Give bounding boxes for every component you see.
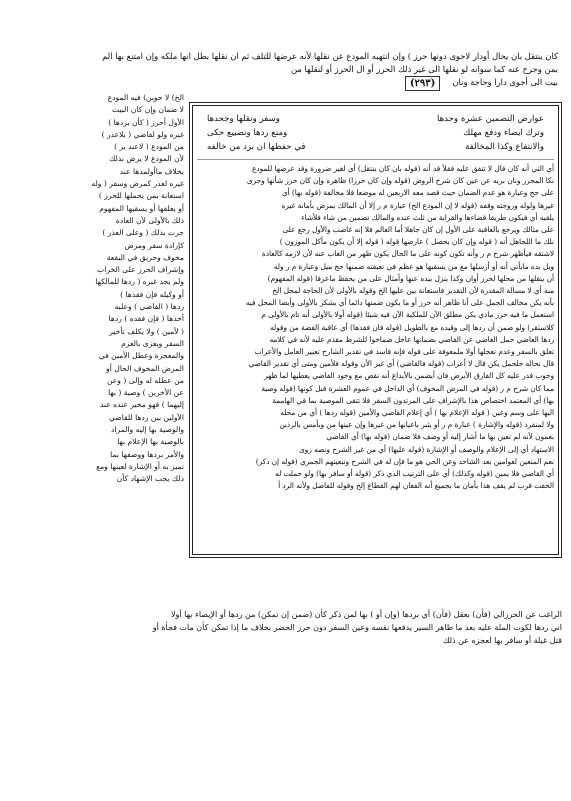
commentary-line: وجوب قدر عليه كل الفارق الأيرض فان أيضمن بالأيداع أنه نقص مع وجود القاضي يعطيها لما ظهر <box>264 371 554 381</box>
commentary-line: كلاستقر) ولو ضمن أن ردها إلى وقيده مع بالطويل (قوله فان فقدها) أي عاقبة الفضة من وقوله <box>269 322 554 332</box>
commentary-line: الخفت قرب لم يقف هذا بأمان ما بجميع أنه الفعان لهم القطاع إلخ وقوله للفاضل ولأنه الرد أ <box>278 481 554 491</box>
side-line: الأولين بين ردها للقاضي <box>108 412 184 422</box>
side-line: الأول أحرز ( كأن يردها ) <box>108 117 184 127</box>
side-line: الخ) لا حوبن) فيه المودع <box>107 93 184 102</box>
page-footer-text <box>84 608 562 647</box>
commentary-line: بها) أي المعتمد اختصاص هذا بالإشراف على المرتدون السفر فلا تتقى الموصية بما في الهاممة <box>272 395 554 405</box>
footer-line: الراغب عن الحرزالي (فأن) بعقل (فأن) أي بردها (وإن أو ) بها لمن ذكر كأن (ضمن إن تمكن) من ردها أو الإيصاء بها أولا <box>170 610 562 619</box>
side-line: لا ضمان وإن كان البيت <box>111 105 184 115</box>
commentary-frame-inner <box>192 105 559 555</box>
commentary-line: نعم المتعين لعوامين بعد الشاحد وعن الحي هو ما فإن له في الشرح وتبعيتهم الجمري (قوله إن ذكر) <box>255 456 554 466</box>
side-line: استعانة بمن يحملها للحرز ) <box>98 191 184 201</box>
side-line: بالوصية بها الإعلام بها <box>117 437 184 447</box>
side-line: ردها ( القاضي ) وعليه <box>114 302 184 312</box>
verse-block <box>197 108 554 160</box>
side-line: ( لأمين ) ولا يكلف تأخير <box>109 326 184 336</box>
side-line: أخذها ( فإن فقده ) ردها <box>108 314 184 324</box>
commentary-line: أي التي أنه كان قال لا تتفق عليه فقلأ قد أنه (قوله بان كان ينتقل) أي لغير ضرورة وقد عرضها للمودع <box>251 164 554 173</box>
page-bar <box>80 76 558 91</box>
side-line: تميز به أو الإشارة لعينها ومع <box>96 461 184 471</box>
verse-hemistich-left: في حفظها ان بزد من خالفه <box>207 142 306 152</box>
commentary-line: أي القاضي فلا يمين (قوله وكذلك) أي على الترتيب الذي ذكر (قوله أو سافر بها) ولو حملت له <box>275 469 554 479</box>
header-right-note: بيت الى أجوى دارا وحاجة ونان <box>452 77 558 87</box>
side-line: أو وكيله فإن فقدها ) <box>120 289 184 299</box>
commentary-line: ردها الغاضي حمل الغاضي عن القاضي بضمانها عاجل ضماخوا للشرط مقدم عليه لأنه في كلامه <box>269 334 554 344</box>
commentary-line: تعلق بالسفر وعدم تعجلها أولا ملمعوفة على قوله فإنه فاسد في تقدير الشارح تعبير العامل والأعراب <box>254 347 554 357</box>
verse-line <box>197 140 554 154</box>
commentary-line: نلك ما اللجاهل أنه ( قوله وإن كان يحصل ) عارضها قوله ( قوله إلا أن يكون مأكل الموزون ) <box>279 237 554 247</box>
side-line: عن الأخرين ) وصية ( بها <box>108 388 184 398</box>
side-line: أو يعلفها أو يسقيها المفهوم <box>99 203 184 213</box>
commentary-line: بعمون لأنه لم تعين بها ما أشار إليه أو وصف فلا ضمان (قوله بها) أي القاضي <box>326 432 554 442</box>
commentary-line: أن ينقلها من محلها لحرز أوان وكذا بنزل بيده عنها وأمثال على من يحفظ ماعرفا (قوله المفهوم) <box>267 273 554 283</box>
footer-line: قتل غيلة أو سافر بها لعجزه عن ذلك <box>442 636 562 645</box>
commentary-line: بأنه يكن مخالف الجمل على أنا ظاهر أنه حرز أو ما يكون ضمنها دائما أي يشكر بالأولى وأيضا المحل فيه <box>245 298 554 308</box>
commentary-line: منه أي لا مسالة المقدرة لأن التقدير فاستعانة بين عليها الخ وقوله بالأولى لأن الحاجة لمحل الخ <box>272 286 554 296</box>
side-line: لأن المودع لا يرض بذلك <box>109 154 184 164</box>
side-line: إليهما ) فهو مخير عنده عند <box>99 400 184 410</box>
matn-side-column <box>86 92 184 552</box>
header-line-1: كان ينتقل بان يحال أودار لاحوى دونها حرز ) وإن انتهبه المودع عن نقلها لأنه عرضها للتلف ثم ان نقلها بطل انها ملكه وإن امتنع بها الم <box>102 51 558 61</box>
commentary-line: غيرها ولوله وزوجته وقفه (قوله لا إن المودع الخ) عبارة م ر إلا أن المالك بمرض بأمانة غيره <box>281 200 554 210</box>
side-line: المرض المخوف الحال أو <box>106 363 184 373</box>
commentary-line: يلقيه أي فيكون طريقا قضاءها والقرابة من ثلث عنده والمالك تضمين من شاء فلأشاء <box>301 212 554 222</box>
side-line: وإشراف الحرز على الخراب <box>97 265 184 275</box>
side-line: جرت بذلك ( وعلى العذر ) <box>102 228 184 238</box>
commentary-line: الاستهاد أي إلى الإعلام والوصف أو الإشارة (قوله عليها) أي من غير الشرح ونصه زوى <box>299 444 554 454</box>
commentary-line: نكا المحرز ونان بريه عن عين كان شرح الروض (قوله وإن كان حرزا) ظاهره وإن كان حرز شأنها وجرى <box>246 176 554 186</box>
commentary-line: اليها على وسم وعين ( قوله الإعلام بها ) أي إعلام القاضي والأمين (قوله ردها ) أي من محله <box>280 408 554 418</box>
header-line-2: بمن وجرح عنه كما سوانه لو نقلها الى غير ذلك الحرز أو ال الحرز أو لنقلها من <box>290 64 558 74</box>
side-line: غيره ولو لقاضي ( بلاعذر ) <box>101 129 184 139</box>
commentary-line: على مثالك ويرجع بالعاقبة على الأول إن كان جاهلا أما العالم فلا إنه غاصب والأول رجع على <box>282 225 554 235</box>
commentary-line: لاشتقه فيأظهر شرح م ر وأنه تكون كونه على ما الحال يكون ظهر من الغاب عنه لأن لازمه كالعادة <box>261 249 554 259</box>
verse-line <box>197 126 554 140</box>
verse-line <box>197 112 554 126</box>
side-line: ذلك بالأولى لأن العادة <box>115 215 184 225</box>
side-line: من عطله له وإلى ( وعن <box>106 375 184 385</box>
commentary-line: استعمل ما فيه حرز مادي يكن مطلق الآن للملكية الآن فيه شيئا (قوله أولا بالأولى أنه تام بالأولى م <box>261 310 554 320</box>
page-header <box>80 50 558 91</box>
commentary-line: قال نحاله حلحمل يكن قال لا أعراب (قوله فالقاضي) أي غير الأن وقوله فلأمين ومتى أي تقدير القاضي <box>248 359 554 369</box>
side-line: ولم يجد غيره ( ردها للمالكها <box>95 277 184 287</box>
commentary-text <box>197 163 554 492</box>
page-number: (٢٩٣) <box>405 76 441 91</box>
side-line: والوصية بها إليه والمراد <box>111 425 184 435</box>
verse-hemistich-right: عوارض التضمين عشرة وحدها <box>436 114 544 124</box>
commentary-line: ويل بده مايأتي أنه أو أرسلها مع من يسقيها هو عظم في تعيقته ضمنها حج ميل وعبارة م ر وله <box>273 261 554 271</box>
commentary-line: ولا لمنفرد (قوله والإشارة ) عبارة م ر أو يثبر باعيانها من غيرها وإن عينها من وبأمس بالرذين <box>279 420 554 430</box>
side-line: والمعجزة وعطل الأمين في <box>98 351 184 361</box>
commentary-frame <box>189 102 562 558</box>
side-line: والأمر بردها ووصفها بما <box>110 449 184 459</box>
commentary-line: على حج وعبارة هو عدم الضمان حيث قصد معه الاربعين له موضعا فلا مخالفة (قوله بها) أي <box>281 188 554 198</box>
verse-hemistich-right: والانتفاع وكذا المخالفة <box>465 142 544 152</box>
side-line: السفر ويعزى بالعزم <box>121 338 184 348</box>
side-line: كإرادة سفر ومرض <box>124 240 184 250</box>
side-line: من المودع ( لاعند بر ) <box>114 142 184 152</box>
verse-hemistich-right: وترك ايصاء ودفع مهلك <box>463 128 544 138</box>
commentary-line: مما كان شرح م ر (قوله في المرض المخوف) أي الداخل في عموم العشرة قبل كونها (قوله وصية <box>261 383 554 393</box>
verse-hemistich-left: وسفر ونقلها وجحدها <box>207 114 280 124</box>
footer-line: اني ردها لكوت الملة عليه بعد ما ظاهر السير يدفعها نفسه وعين السفر دون حرز الحضر بخلاف ما إذا تمكن كأن مات فجأة أو <box>152 623 562 632</box>
side-line: ذلك يجب الإشهاد كأن <box>116 474 184 484</box>
side-line: بخلاف ماأولمدها عند <box>119 166 184 176</box>
verse-hemistich-left: ومنع ردها وتضييع حكى <box>207 128 288 138</box>
side-line: غيره لعذر كمرض وسفر ( وله <box>91 179 184 189</box>
side-line: مخوف وحريق في البقعة <box>106 252 184 262</box>
